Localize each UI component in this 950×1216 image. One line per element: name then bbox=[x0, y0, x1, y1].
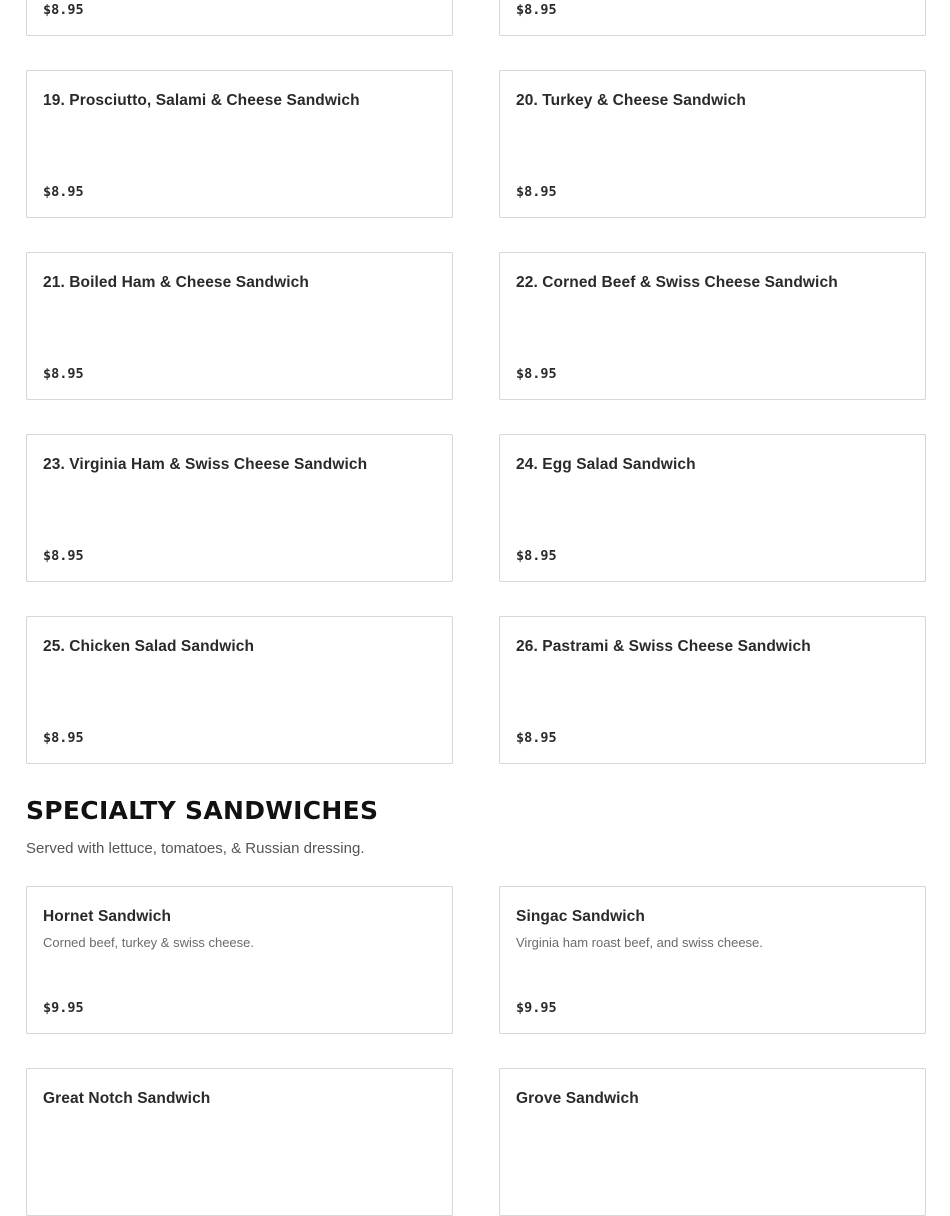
menu-item-name: Great Notch Sandwich bbox=[43, 1090, 211, 1107]
menu-item-card[interactable] bbox=[26, 70, 453, 218]
menu-item-card[interactable] bbox=[499, 252, 926, 400]
menu-item-description: Corned beef, turkey & swiss cheese. bbox=[43, 935, 254, 950]
menu-item-price: $8.95 bbox=[43, 184, 84, 200]
menu-item-card[interactable] bbox=[26, 616, 453, 764]
menu-item-card[interactable] bbox=[499, 434, 926, 582]
menu-item-price: $8.95 bbox=[516, 548, 557, 564]
section-subtitle: Served with lettuce, tomatoes, & Russian dressing. bbox=[26, 840, 365, 857]
menu-item-card[interactable] bbox=[26, 0, 453, 36]
menu-item-price: $8.95 bbox=[516, 2, 557, 18]
menu-item-card[interactable] bbox=[499, 886, 926, 1034]
menu-item-price: $8.95 bbox=[516, 184, 557, 200]
menu-item-description: Virginia ham roast beef, and swiss cheese. bbox=[516, 935, 763, 950]
menu-item-name: 20. Turkey & Cheese Sandwich bbox=[516, 92, 746, 109]
menu-item-price: $8.95 bbox=[43, 730, 84, 746]
menu-item-name: Hornet Sandwich bbox=[43, 908, 172, 925]
menu-item-name: 22. Corned Beef & Swiss Cheese Sandwich bbox=[516, 274, 838, 291]
menu-item-name: 26. Pastrami & Swiss Cheese Sandwich bbox=[516, 638, 811, 655]
menu-item-price: $8.95 bbox=[43, 548, 84, 564]
section-title: SPECIALTY SANDWICHES bbox=[26, 796, 379, 825]
menu-item-card[interactable] bbox=[26, 252, 453, 400]
menu-item-card[interactable] bbox=[26, 434, 453, 582]
menu-item-card[interactable] bbox=[499, 0, 926, 36]
menu-item-name: 25. Chicken Salad Sandwich bbox=[43, 638, 255, 655]
menu-item-name: Grove Sandwich bbox=[516, 1090, 639, 1107]
menu-item-name: 21. Boiled Ham & Cheese Sandwich bbox=[43, 274, 309, 291]
menu-item-card[interactable] bbox=[26, 886, 453, 1034]
menu-item-name: 23. Virginia Ham & Swiss Cheese Sandwich bbox=[43, 456, 368, 473]
menu-item-card[interactable] bbox=[26, 1068, 453, 1216]
menu-item-card[interactable] bbox=[499, 616, 926, 764]
menu-item-price: $8.95 bbox=[43, 366, 84, 382]
menu-item-price: $8.95 bbox=[516, 730, 557, 746]
menu-item-name: 19. Prosciutto, Salami & Cheese Sandwich bbox=[43, 92, 360, 109]
menu-item-card[interactable] bbox=[499, 1068, 926, 1216]
menu-item-price: $9.95 bbox=[516, 1000, 557, 1016]
menu-item-card[interactable] bbox=[499, 70, 926, 218]
menu-item-price: $9.95 bbox=[43, 1000, 84, 1016]
menu-item-name: Singac Sandwich bbox=[516, 908, 645, 925]
menu-item-name: 24. Egg Salad Sandwich bbox=[516, 456, 696, 473]
menu-item-price: $8.95 bbox=[516, 366, 557, 382]
menu-item-price: $8.95 bbox=[43, 2, 84, 18]
